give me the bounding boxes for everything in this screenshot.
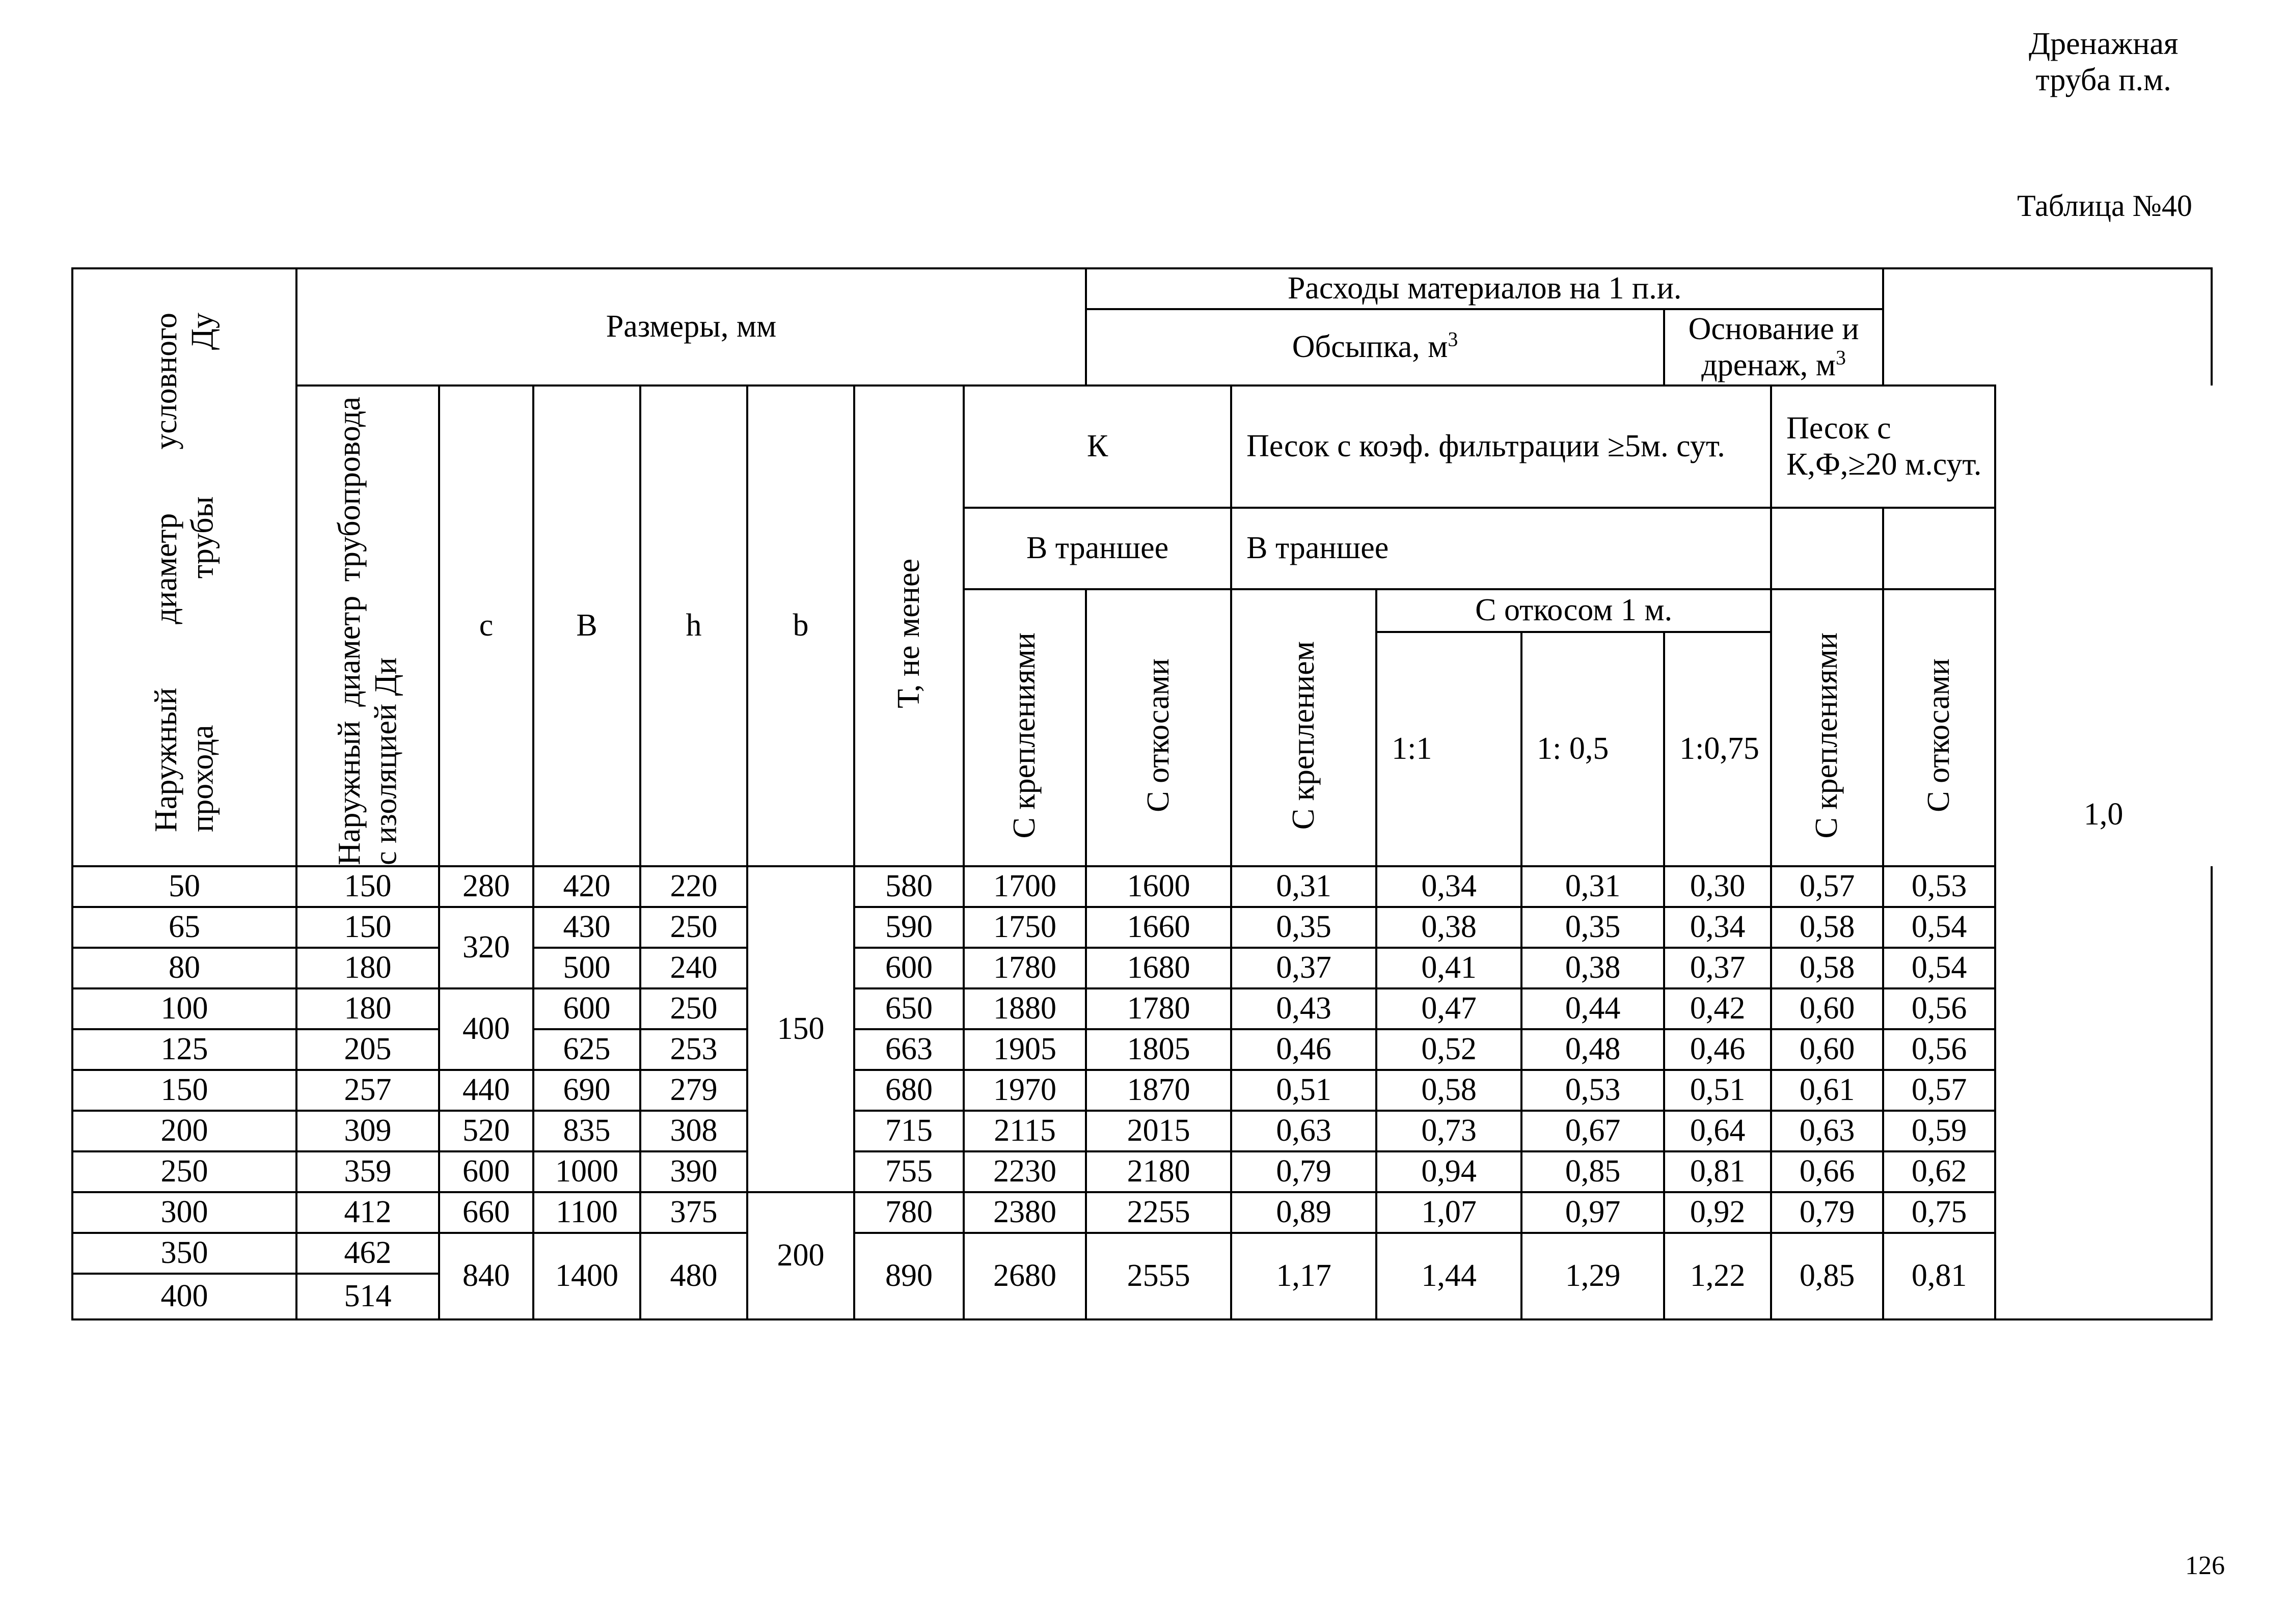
table-cell: 240 bbox=[640, 948, 747, 988]
table-cell: 520 bbox=[439, 1111, 533, 1151]
header-k-fix: С креплениями bbox=[964, 589, 1086, 866]
header-sizes: Размеры, мм bbox=[296, 268, 1086, 386]
table-cell: 0,85 bbox=[1771, 1233, 1883, 1319]
table-cell: 0,57 bbox=[1883, 1070, 1995, 1111]
table-cell: 205 bbox=[296, 1029, 439, 1070]
table-cell: 690 bbox=[533, 1070, 640, 1111]
table-cell: 0,35 bbox=[1521, 907, 1664, 948]
table-cell: 462 bbox=[296, 1233, 439, 1274]
table-cell: 0,35 bbox=[1231, 907, 1376, 948]
table-cell: 600 bbox=[854, 948, 964, 988]
table-cell: 0,37 bbox=[1664, 948, 1771, 988]
table-cell: 0,51 bbox=[1664, 1070, 1771, 1111]
header-T: Т, не менее bbox=[854, 386, 964, 866]
table-cell: 0,81 bbox=[1664, 1151, 1771, 1192]
table-cell: 0,42 bbox=[1664, 988, 1771, 1029]
table-cell: 0,54 bbox=[1883, 907, 1995, 948]
table-cell: 50 bbox=[72, 866, 296, 907]
table-cell: 0,61 bbox=[1771, 1070, 1883, 1111]
table-cell: 2680 bbox=[964, 1233, 1086, 1319]
table-cell: 0,37 bbox=[1231, 948, 1376, 988]
table-cell: 0,79 bbox=[1231, 1151, 1376, 1192]
table-cell: 2015 bbox=[1086, 1111, 1231, 1151]
table-cell: 0,30 bbox=[1664, 866, 1771, 907]
table-cell: 500 bbox=[533, 948, 640, 988]
table-cell: 0,46 bbox=[1231, 1029, 1376, 1070]
table-cell: 0,54 bbox=[1883, 948, 1995, 988]
header-osnovanie: Основание и дренаж, $м^3$ bbox=[1664, 309, 1883, 386]
table-cell: 180 bbox=[296, 948, 439, 988]
table-cell: 1400 bbox=[533, 1233, 640, 1319]
table-cell: 125 bbox=[72, 1029, 296, 1070]
table-cell: 580 bbox=[854, 866, 964, 907]
drain-header-text: Дренажная труба п.м. bbox=[2028, 26, 2179, 98]
table-cell: 1000 bbox=[533, 1151, 640, 1192]
c-cell-400: 400 bbox=[439, 988, 533, 1070]
table-row bbox=[72, 1192, 2212, 1233]
table-cell: 0,47 bbox=[1376, 988, 1521, 1029]
table-cell: 250 bbox=[72, 1151, 296, 1192]
table-cell: 100 bbox=[72, 988, 296, 1029]
table-cell: 0,43 bbox=[1231, 988, 1376, 1029]
table-cell: 350 bbox=[72, 1233, 296, 1274]
table-cell: 650 bbox=[854, 988, 964, 1029]
header-os-fix: С креплениями bbox=[1771, 589, 1883, 866]
table-cell: 0,81 bbox=[1883, 1233, 1995, 1319]
table-cell: 755 bbox=[854, 1151, 964, 1192]
table-cell: 0,52 bbox=[1376, 1029, 1521, 1070]
table-cell: 1970 bbox=[964, 1070, 1086, 1111]
table-cell: 150 bbox=[72, 1070, 296, 1111]
table-cell: 150 bbox=[296, 907, 439, 948]
table-cell: 1870 bbox=[1086, 1070, 1231, 1111]
table-cell: 780 bbox=[854, 1192, 964, 1233]
table-cell: 0,63 bbox=[1231, 1111, 1376, 1151]
table-cell: 0,51 bbox=[1231, 1070, 1376, 1111]
header-obs-fix: С креплением bbox=[1231, 589, 1376, 866]
table-cell: 375 bbox=[640, 1192, 747, 1233]
table-cell: 220 bbox=[640, 866, 747, 907]
table-cell: 0,34 bbox=[1664, 907, 1771, 948]
c-cell-320: 320 bbox=[439, 907, 533, 988]
table-cell: 279 bbox=[640, 1070, 747, 1111]
table-cell: 600 bbox=[439, 1151, 533, 1192]
table-cell: 1680 bbox=[1086, 948, 1231, 988]
table-cell: 0,46 bbox=[1664, 1029, 1771, 1070]
header-k-slope: С откосами bbox=[1086, 589, 1231, 866]
table-cell: 1,44 bbox=[1376, 1233, 1521, 1319]
table-cell: 1780 bbox=[1086, 988, 1231, 1029]
table-cell: 0,58 bbox=[1771, 907, 1883, 948]
table-cell: 0,79 bbox=[1771, 1192, 1883, 1233]
table-cell: 0,38 bbox=[1521, 948, 1664, 988]
table-cell: 420 bbox=[533, 866, 640, 907]
table-cell: 0,31 bbox=[1521, 866, 1664, 907]
table-row bbox=[72, 988, 2212, 1029]
table-row bbox=[72, 1070, 2212, 1111]
table-cell: 2555 bbox=[1086, 1233, 1231, 1319]
table-cell: 0,73 bbox=[1376, 1111, 1521, 1151]
table-row bbox=[72, 948, 2212, 988]
table-row bbox=[72, 907, 2212, 948]
table-cell: 0,53 bbox=[1521, 1070, 1664, 1111]
table-cell: 2380 bbox=[964, 1192, 1086, 1233]
header-B: В bbox=[533, 386, 640, 866]
table-cell: 1750 bbox=[964, 907, 1086, 948]
table-cell: 412 bbox=[296, 1192, 439, 1233]
table-cell: 0,67 bbox=[1521, 1111, 1664, 1151]
table-cell: 0,62 bbox=[1883, 1151, 1995, 1192]
table-cell: 1880 bbox=[964, 988, 1086, 1029]
table-cell: 0,85 bbox=[1521, 1151, 1664, 1192]
table-cell: 0,64 bbox=[1664, 1111, 1771, 1151]
table-cell: 0,75 bbox=[1883, 1192, 1995, 1233]
table-cell: 660 bbox=[439, 1192, 533, 1233]
table-cell: 1,17 bbox=[1231, 1233, 1376, 1319]
table-cell: 253 bbox=[640, 1029, 747, 1070]
table-cell: 250 bbox=[640, 907, 747, 948]
table-row bbox=[72, 1029, 2212, 1070]
table-cell: 514 bbox=[296, 1274, 439, 1319]
table-cell: 180 bbox=[296, 988, 439, 1029]
table-cell: 2255 bbox=[1086, 1192, 1231, 1233]
header-b: b bbox=[747, 386, 854, 866]
table-cell: 300 bbox=[72, 1192, 296, 1233]
header-di: Наружный диаметр трубопровода с изоляцией Ди bbox=[296, 386, 439, 866]
table-cell: 0,56 bbox=[1883, 1029, 1995, 1070]
table-cell: 359 bbox=[296, 1151, 439, 1192]
table-cell: 0,60 bbox=[1771, 1029, 1883, 1070]
table-cell: 1600 bbox=[1086, 866, 1231, 907]
page-number: 126 bbox=[2185, 1551, 2225, 1580]
header-K: К bbox=[964, 386, 1231, 508]
header-sand5: Песок с коэф. фильтрации ≥5м. сут. bbox=[1231, 386, 1771, 508]
table-cell: 390 bbox=[640, 1151, 747, 1192]
header-sand20: Песок с К,Ф,≥20 м.сут. bbox=[1771, 386, 1995, 508]
header-drain bbox=[1883, 268, 2212, 386]
table-cell: 0,60 bbox=[1771, 988, 1883, 1029]
table-cell: 400 bbox=[72, 1274, 296, 1319]
table-cell: 0,31 bbox=[1231, 866, 1376, 907]
table-cell: 0,57 bbox=[1771, 866, 1883, 907]
header-os-slope: С откосами bbox=[1883, 589, 1995, 866]
header-du: Наружный диаметр условного прохода трубы Ду bbox=[72, 268, 296, 866]
table-cell: 440 bbox=[439, 1070, 533, 1111]
table-cell: 80 bbox=[72, 948, 296, 988]
table-cell: 0,41 bbox=[1376, 948, 1521, 988]
table-row bbox=[72, 1151, 2212, 1192]
table-cell: 65 bbox=[72, 907, 296, 948]
table-cell: 663 bbox=[854, 1029, 964, 1070]
table-cell: 0,97 bbox=[1521, 1192, 1664, 1233]
table-cell: 0,59 bbox=[1883, 1111, 1995, 1151]
header-slope-group: С откосом 1 м. bbox=[1376, 589, 1771, 632]
table-cell: 1780 bbox=[964, 948, 1086, 988]
table-cell: 0,58 bbox=[1376, 1070, 1521, 1111]
table-cell: 430 bbox=[533, 907, 640, 948]
table-cell: 0,58 bbox=[1771, 948, 1883, 988]
table-cell: 1805 bbox=[1086, 1029, 1231, 1070]
table-cell: 1,22 bbox=[1664, 1233, 1771, 1319]
table-cell: 590 bbox=[854, 907, 964, 948]
table-row bbox=[72, 1111, 2212, 1151]
table-cell: 2230 bbox=[964, 1151, 1086, 1192]
table-cell: 1700 bbox=[964, 866, 1086, 907]
table-cell: 150 bbox=[296, 866, 439, 907]
header-trench: В траншее bbox=[1231, 508, 1771, 589]
table-cell: 1100 bbox=[533, 1192, 640, 1233]
table-cell: 0,92 bbox=[1664, 1192, 1771, 1233]
table-cell: 257 bbox=[296, 1070, 439, 1111]
table-cell: 0,34 bbox=[1376, 866, 1521, 907]
header-k-trench: В траншее bbox=[964, 508, 1231, 589]
header-empty-1 bbox=[1771, 508, 1883, 589]
table-cell: 890 bbox=[854, 1233, 964, 1319]
table-cell: 0,56 bbox=[1883, 988, 1995, 1029]
table-cell: 0,63 bbox=[1771, 1111, 1883, 1151]
table-cell: 625 bbox=[533, 1029, 640, 1070]
header-s11: 1:1 bbox=[1376, 632, 1521, 866]
table-cell: 0,66 bbox=[1771, 1151, 1883, 1192]
header-s105: 1: 0,5 bbox=[1521, 632, 1664, 866]
header-materials: Расходы материалов на 1 п.и. bbox=[1086, 268, 1883, 309]
header-c: с bbox=[439, 386, 533, 866]
table-cell: 600 bbox=[533, 988, 640, 1029]
table-cell: 308 bbox=[640, 1111, 747, 1151]
table-cell: 2180 bbox=[1086, 1151, 1231, 1192]
table-row bbox=[72, 866, 2212, 907]
table-cell: 680 bbox=[854, 1070, 964, 1111]
table-cell: 1905 bbox=[964, 1029, 1086, 1070]
table-cell: 1,07 bbox=[1376, 1192, 1521, 1233]
table-cell: 309 bbox=[296, 1111, 439, 1151]
b-cell-150: 150 bbox=[747, 866, 854, 1192]
table-cell: 250 bbox=[640, 988, 747, 1029]
table-cell: 480 bbox=[640, 1233, 747, 1319]
table-cell: 1,29 bbox=[1521, 1233, 1664, 1319]
drain-value: 1,0 bbox=[2083, 796, 2124, 832]
table-cell: 840 bbox=[439, 1233, 533, 1319]
table-cell: 0,38 bbox=[1376, 907, 1521, 948]
table-cell: 0,53 bbox=[1883, 866, 1995, 907]
table-cell: 0,89 bbox=[1231, 1192, 1376, 1233]
table-cell: 715 bbox=[854, 1111, 964, 1151]
table-cell: 200 bbox=[72, 1111, 296, 1151]
header-h: h bbox=[640, 386, 747, 866]
table-cell: 0,44 bbox=[1521, 988, 1664, 1029]
header-s1075: 1:0,75 bbox=[1664, 632, 1771, 866]
header-obsypka: Обсыпка, $м^3$ bbox=[1086, 309, 1664, 386]
b-cell-200: 200 bbox=[747, 1192, 854, 1319]
header-empty-2 bbox=[1883, 508, 1995, 589]
table-cell: 0,48 bbox=[1521, 1029, 1664, 1070]
table-cell: 835 bbox=[533, 1111, 640, 1151]
table-caption: Таблица №40 bbox=[2017, 189, 2192, 223]
table-row bbox=[72, 1233, 2212, 1274]
table-cell: 1660 bbox=[1086, 907, 1231, 948]
table-cell: 2115 bbox=[964, 1111, 1086, 1151]
table-cell: 0,94 bbox=[1376, 1151, 1521, 1192]
table-cell: 280 bbox=[439, 866, 533, 907]
